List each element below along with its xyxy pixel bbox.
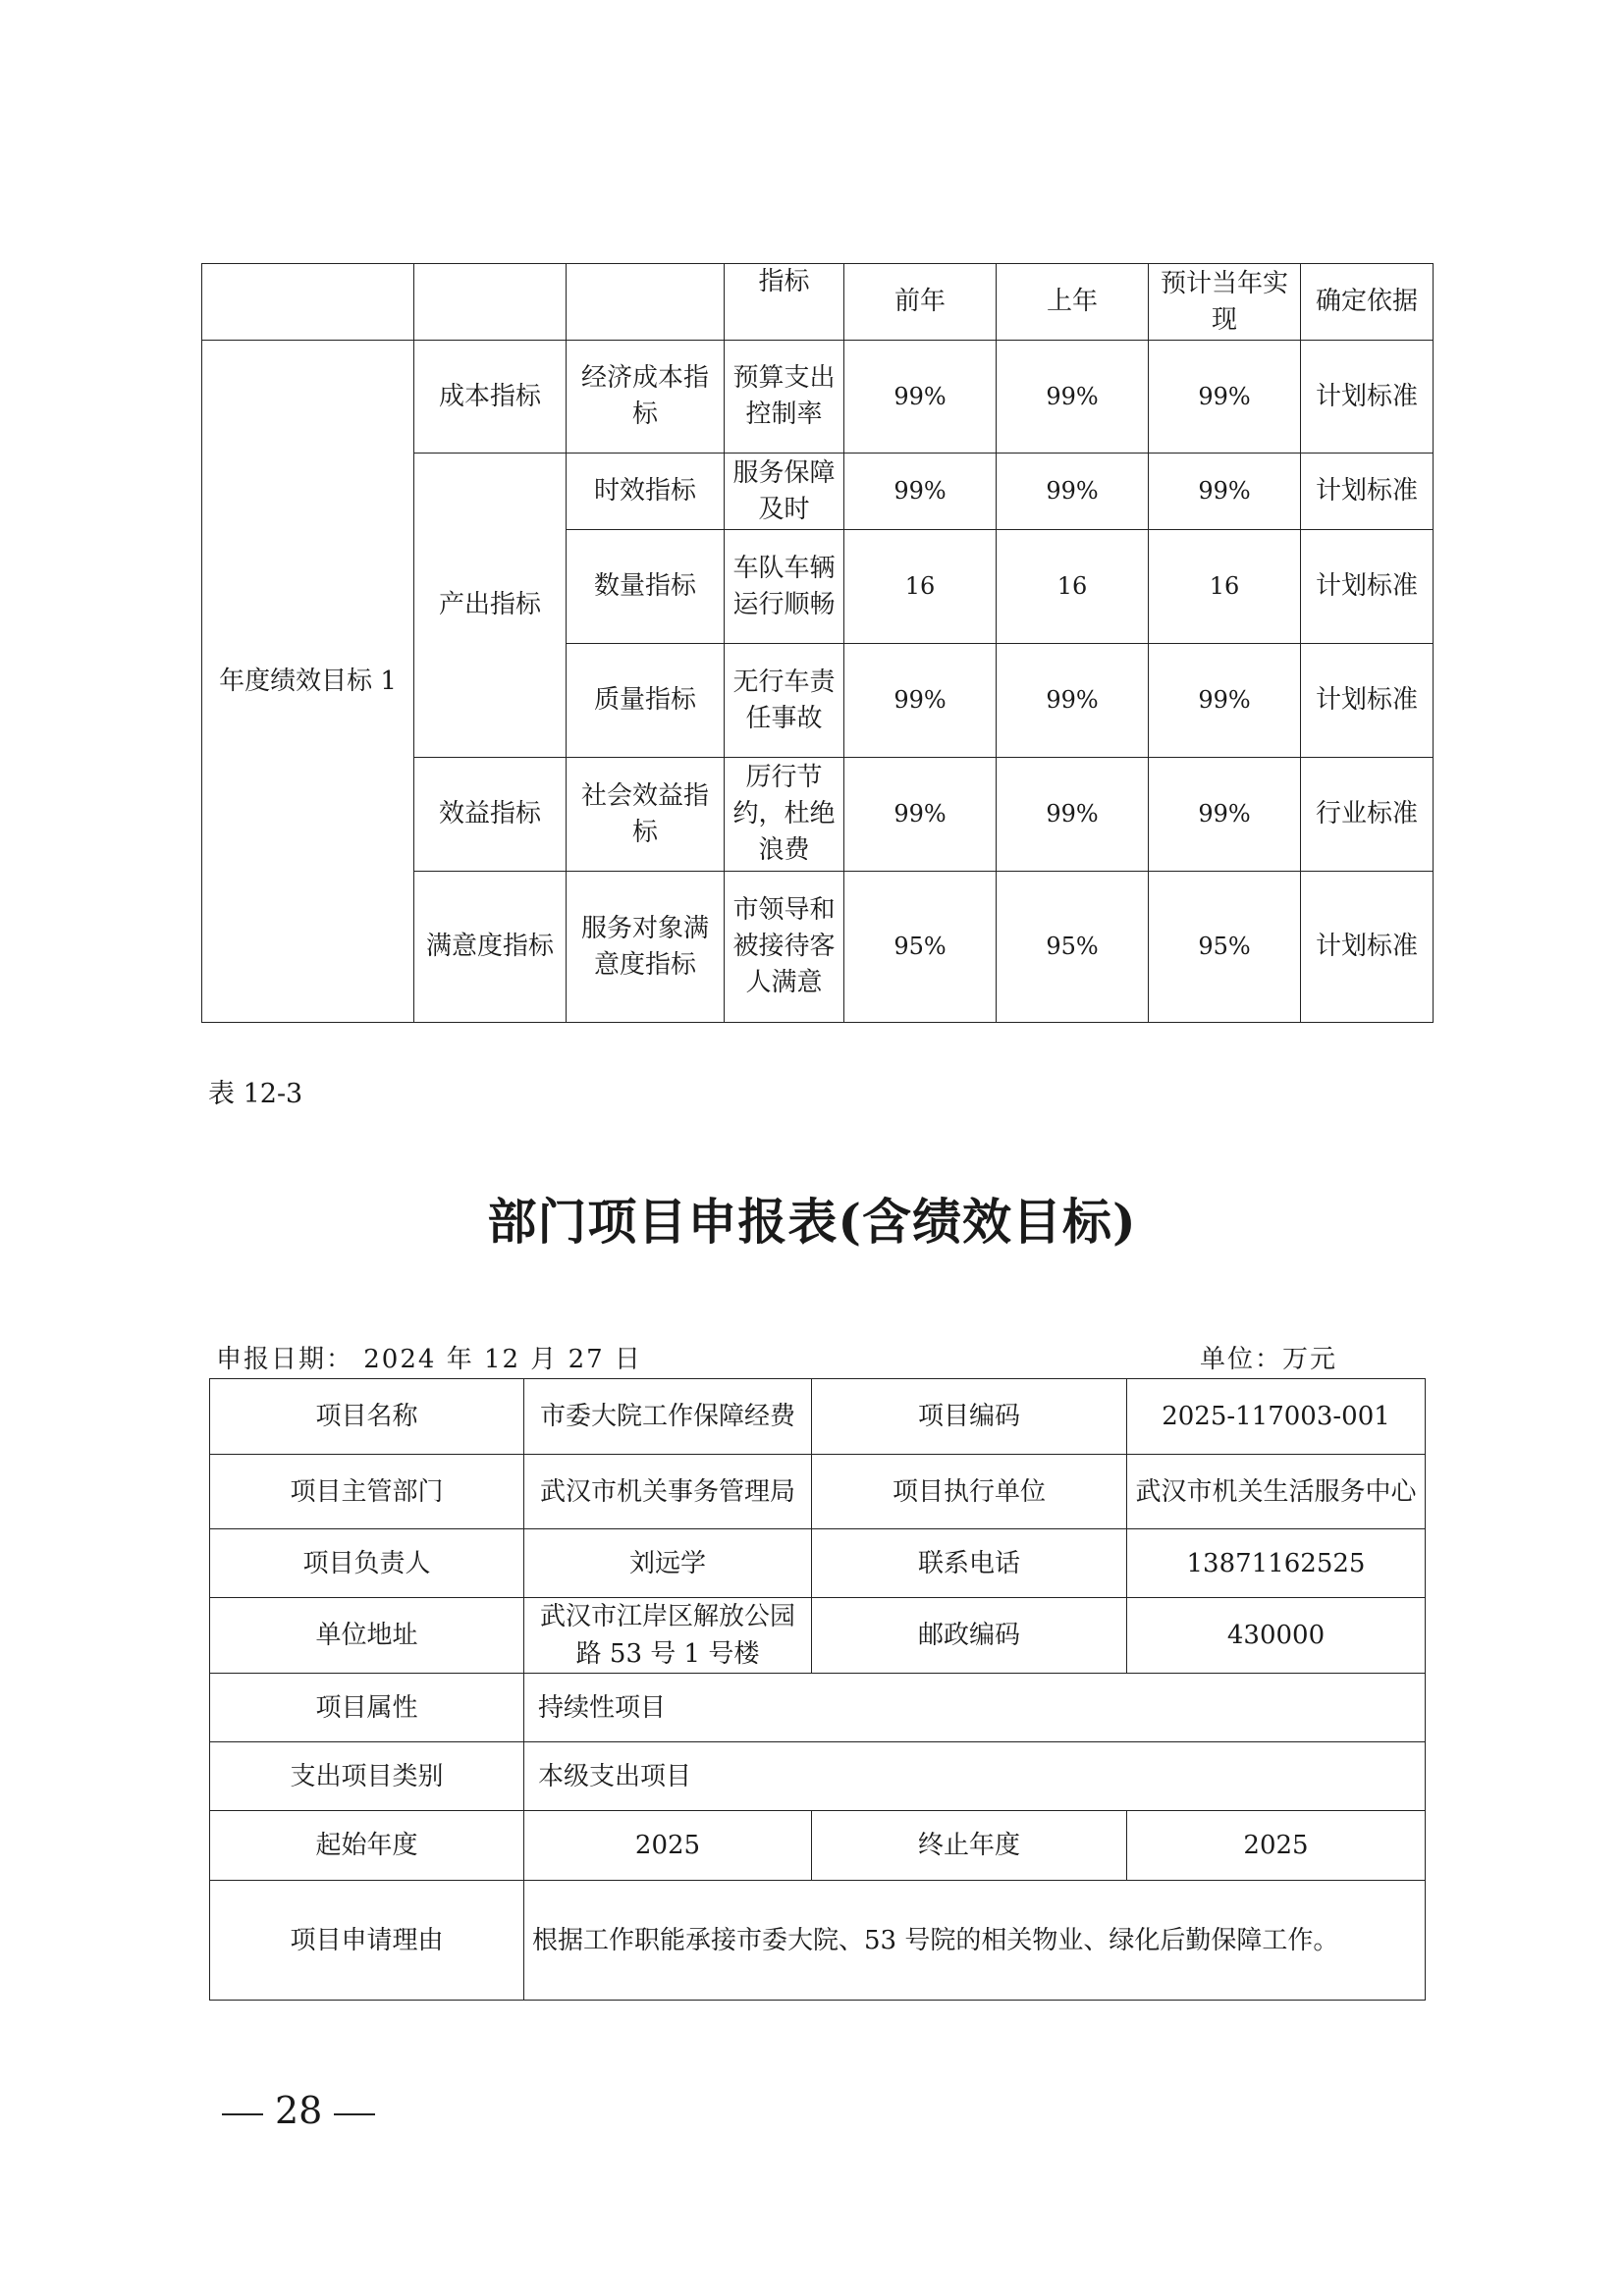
level2-indicator: 社会效益指标 bbox=[567, 758, 725, 872]
reason-label: 项目申请理由 bbox=[210, 1881, 524, 2001]
project-application-table bbox=[209, 1378, 1426, 2001]
table-header-row bbox=[202, 264, 1434, 341]
metric-cell: 服务保障及时 bbox=[725, 454, 844, 530]
header-cell: 预计当年实现 bbox=[1149, 264, 1301, 341]
metric-cell: 市领导和被接待客人满意 bbox=[725, 872, 844, 1023]
prev2-value: 99% bbox=[844, 341, 997, 454]
current-value: 99% bbox=[1149, 644, 1301, 758]
attr-value: 持续性项目 bbox=[524, 1674, 1426, 1742]
prev2-value: 99% bbox=[844, 644, 997, 758]
exec-unit-label: 项目执行单位 bbox=[812, 1455, 1127, 1529]
start-year-value: 2025 bbox=[524, 1811, 812, 1881]
current-value: 95% bbox=[1149, 872, 1301, 1023]
level1-indicator: 效益指标 bbox=[414, 758, 567, 872]
table-row bbox=[210, 1811, 1426, 1881]
prev1-value: 16 bbox=[997, 530, 1149, 644]
report-date: 申报日期： 2024 年 12 月 27 日 bbox=[216, 1345, 642, 1374]
prev2-value: 99% bbox=[844, 454, 997, 530]
current-value: 99% bbox=[1149, 454, 1301, 530]
project-name-label: 项目名称 bbox=[210, 1379, 524, 1455]
prev1-value: 95% bbox=[997, 872, 1149, 1023]
dept-label: 项目主管部门 bbox=[210, 1455, 524, 1529]
sheet-label: 表 12-3 bbox=[208, 1079, 303, 1109]
category-label: 支出项目类别 bbox=[210, 1742, 524, 1811]
exec-unit-value: 武汉市机关生活服务中心 bbox=[1127, 1455, 1426, 1529]
end-year-value: 2025 bbox=[1127, 1811, 1426, 1881]
table-row bbox=[210, 1742, 1426, 1811]
table-row bbox=[202, 341, 1434, 454]
attr-label: 项目属性 bbox=[210, 1674, 524, 1742]
postcode-label: 邮政编码 bbox=[812, 1598, 1127, 1674]
prev2-value: 99% bbox=[844, 758, 997, 872]
dept-value: 武汉市机关事务管理局 bbox=[524, 1455, 812, 1529]
basis-cell: 行业标准 bbox=[1301, 758, 1434, 872]
phone-label: 联系电话 bbox=[812, 1529, 1127, 1598]
performance-target-table bbox=[201, 263, 1434, 1023]
level1-indicator: 产出指标 bbox=[414, 454, 567, 758]
header-cell: 上年 bbox=[997, 264, 1149, 341]
end-year-label: 终止年度 bbox=[812, 1811, 1127, 1881]
prev2-value: 16 bbox=[844, 530, 997, 644]
level2-indicator: 时效指标 bbox=[567, 454, 725, 530]
current-value: 16 bbox=[1149, 530, 1301, 644]
metric-cell: 车队车辆运行顺畅 bbox=[725, 530, 844, 644]
metric-cell: 预算支出控制率 bbox=[725, 341, 844, 454]
leader-value: 刘远学 bbox=[524, 1529, 812, 1598]
page-number bbox=[210, 2089, 387, 2132]
header-cell bbox=[202, 264, 414, 341]
page-number-dash-right bbox=[334, 2113, 375, 2115]
page-number-text: 28 bbox=[275, 2089, 323, 2132]
address-value: 武汉市江岸区解放公园路 53 号 1 号楼 bbox=[524, 1598, 812, 1674]
basis-cell: 计划标准 bbox=[1301, 341, 1434, 454]
prev1-value: 99% bbox=[997, 758, 1149, 872]
level2-indicator: 数量指标 bbox=[567, 530, 725, 644]
header-cell bbox=[414, 264, 567, 341]
project-code-value: 2025-117003-001 bbox=[1127, 1379, 1426, 1455]
table-row bbox=[210, 1674, 1426, 1742]
header-cell: 确定依据 bbox=[1301, 264, 1434, 341]
table-row bbox=[210, 1598, 1426, 1674]
postcode-value: 430000 bbox=[1127, 1598, 1426, 1674]
basis-cell: 计划标准 bbox=[1301, 872, 1434, 1023]
header-cell: 前年 bbox=[844, 264, 997, 341]
level2-indicator: 经济成本指标 bbox=[567, 341, 725, 454]
prev1-value: 99% bbox=[997, 644, 1149, 758]
unit-label: 单位：万元 bbox=[1200, 1345, 1338, 1374]
metric-cell: 厉行节约，杜绝浪费 bbox=[725, 758, 844, 872]
project-name-value: 市委大院工作保障经费 bbox=[524, 1379, 812, 1455]
address-label: 单位地址 bbox=[210, 1598, 524, 1674]
leader-label: 项目负责人 bbox=[210, 1529, 524, 1598]
basis-cell: 计划标准 bbox=[1301, 530, 1434, 644]
current-value: 99% bbox=[1149, 758, 1301, 872]
table-row bbox=[210, 1379, 1426, 1455]
annual-goal-cell: 年度绩效目标 1 bbox=[202, 341, 414, 1023]
prev1-value: 99% bbox=[997, 454, 1149, 530]
header-cell bbox=[567, 264, 725, 341]
level1-indicator: 成本指标 bbox=[414, 341, 567, 454]
category-value: 本级支出项目 bbox=[524, 1742, 1426, 1811]
prev1-value: 99% bbox=[997, 341, 1149, 454]
phone-value: 13871162525 bbox=[1127, 1529, 1426, 1598]
current-value: 99% bbox=[1149, 341, 1301, 454]
metric-cell: 无行车责任事故 bbox=[725, 644, 844, 758]
basis-cell: 计划标准 bbox=[1301, 644, 1434, 758]
level1-indicator: 满意度指标 bbox=[414, 872, 567, 1023]
prev2-value: 95% bbox=[844, 872, 997, 1023]
page-number-dash-left bbox=[222, 2113, 263, 2115]
reason-value: 根据工作职能承接市委大院、53 号院的相关物业、绿化后勤保障工作。 bbox=[524, 1881, 1426, 2001]
header-cell: 指标 bbox=[725, 264, 844, 341]
level2-indicator: 服务对象满意度指标 bbox=[567, 872, 725, 1023]
start-year-label: 起始年度 bbox=[210, 1811, 524, 1881]
table-row bbox=[210, 1881, 1426, 2001]
level2-indicator: 质量指标 bbox=[567, 644, 725, 758]
page-title: 部门项目申报表(含绩效目标) bbox=[487, 1193, 1137, 1251]
table-row bbox=[210, 1455, 1426, 1529]
basis-cell: 计划标准 bbox=[1301, 454, 1434, 530]
table-row bbox=[210, 1529, 1426, 1598]
project-code-label: 项目编码 bbox=[812, 1379, 1127, 1455]
